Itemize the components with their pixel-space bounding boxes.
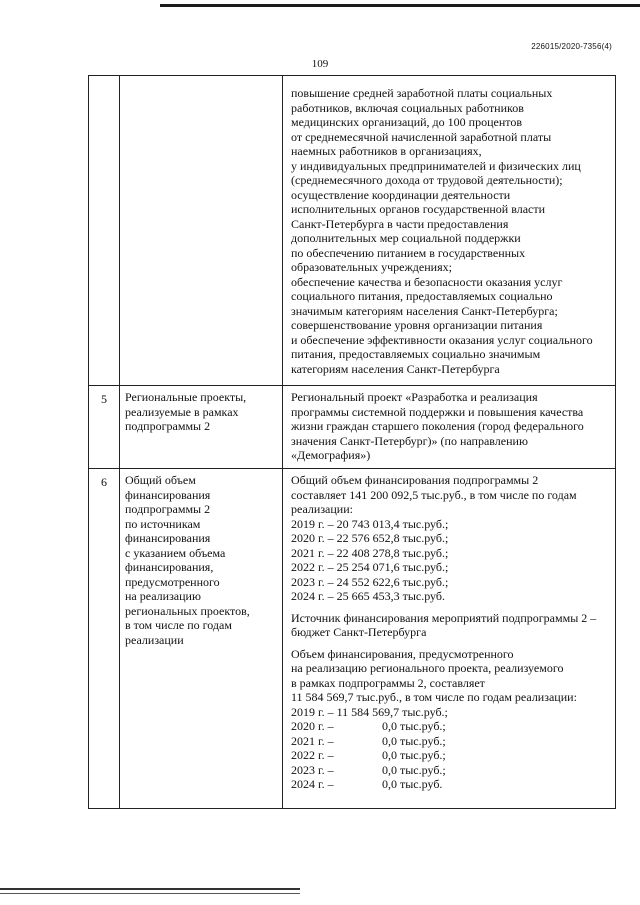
content-line: дополнительных мер социальной поддержки bbox=[291, 231, 521, 245]
content-line: в рамках подпрограммы 2, составляет bbox=[291, 675, 485, 690]
label-line: Региональные проекты, bbox=[125, 390, 247, 404]
funding-unit: тыс.руб.; bbox=[397, 733, 446, 748]
content-line: на реализацию регионального проекта, реализуемого bbox=[291, 661, 564, 675]
label-line: финансирования bbox=[125, 531, 211, 545]
table-row bbox=[89, 469, 616, 809]
funding-year: 2024 г. – bbox=[291, 777, 334, 791]
content-line: по обеспечению питанием в государственных bbox=[291, 245, 526, 260]
label-line: подпрограммы 2 bbox=[125, 502, 211, 516]
label-line: предусмотренного bbox=[125, 574, 220, 589]
document-id: 226015/2020-7356(4) bbox=[531, 42, 612, 51]
content-line: осуществление координации деятельности bbox=[291, 187, 511, 202]
content-line: 2021 г. – 22 408 278,8 тыс.руб.; bbox=[291, 545, 449, 560]
funding-year-row bbox=[291, 777, 611, 792]
content-line: 2020 г. – 22 576 652,8 тыс.руб.; bbox=[291, 531, 449, 545]
content-line: совершенствование уровня организации питания bbox=[291, 318, 543, 332]
label-line: региональных проектов, bbox=[125, 603, 250, 618]
funding-year-row bbox=[291, 719, 611, 734]
funding-value: 0,0 bbox=[382, 748, 397, 762]
row-label-cell bbox=[120, 469, 283, 809]
content-line: Источник финансирования мероприятий подпрограммы 2 – bbox=[291, 610, 597, 625]
funding-year: 2020 г. – bbox=[291, 719, 334, 733]
content-line: повышение средней заработной платы социальных bbox=[291, 86, 553, 100]
row-number: 6 bbox=[101, 475, 107, 489]
content-line: образовательных учреждениях; bbox=[291, 260, 452, 274]
content-line: 2022 г. – 25 254 071,6 тыс.руб.; bbox=[291, 560, 449, 574]
label-line: в том числе по годам bbox=[125, 618, 232, 632]
funding-year: 2022 г. – bbox=[291, 748, 334, 762]
content-line: 2019 г. – 20 743 013,4 тыс.руб.; bbox=[291, 516, 449, 531]
label-line: с указанием объема bbox=[125, 545, 226, 560]
content-line: Региональный проект «Разработка и реализация bbox=[291, 390, 538, 404]
content-line: Санкт-Петербурга в части предоставления bbox=[291, 216, 509, 231]
content-line: работников, включая социальных работников bbox=[291, 100, 524, 115]
funding-year-row bbox=[291, 763, 611, 778]
content-line: (среднемесячного дохода от трудовой деятельности); bbox=[291, 173, 563, 187]
content-line: составляет 141 200 092,5 тыс.руб., в том числе по годам bbox=[291, 487, 577, 502]
content-line: от среднемесячной начисленной заработной платы bbox=[291, 129, 552, 144]
content-line: реализации: bbox=[291, 502, 353, 516]
content-line: и обеспечение эффективности оказания услуг социального bbox=[291, 332, 593, 347]
table-row bbox=[89, 76, 616, 386]
total-funding-block bbox=[291, 473, 611, 604]
content-line: у индивидуальных предпринимателей и физических лиц bbox=[291, 158, 581, 173]
row-content-cell bbox=[283, 386, 616, 469]
bottom-scan-bar bbox=[0, 888, 300, 890]
row-content-cell bbox=[283, 469, 616, 809]
bottom-scan-bar bbox=[0, 893, 300, 894]
funding-source-block bbox=[291, 611, 611, 640]
row-number-cell bbox=[89, 469, 120, 809]
content-line: 11 584 569,7 тыс.руб., в том числе по годам реализации: bbox=[291, 690, 577, 704]
content-line: наемных работников в организациях, bbox=[291, 144, 482, 158]
content-line: Объем финансирования, предусмотренного bbox=[291, 646, 514, 661]
funding-year-row bbox=[291, 734, 611, 749]
content-line: Общий объем финансирования подпрограммы 2 bbox=[291, 473, 539, 487]
funding-year-row bbox=[291, 748, 611, 763]
label-line: финансирования, bbox=[125, 560, 214, 574]
funding-year: 2021 г. – bbox=[291, 733, 334, 748]
content-line: 2019 г. – 11 584 569,7 тыс.руб.; bbox=[291, 704, 448, 719]
funding-value: 0,0 bbox=[382, 719, 397, 733]
content-line: бюджет Санкт-Петербурга bbox=[291, 625, 427, 639]
label-line: Общий объем bbox=[125, 473, 196, 487]
funding-value: 0,0 bbox=[382, 777, 397, 791]
content-line: значения Санкт-Петербург)» (по направлению bbox=[291, 433, 528, 448]
label-line: по источникам bbox=[125, 516, 201, 531]
content-line: 2023 г. – 24 552 622,6 тыс.руб.; bbox=[291, 574, 449, 589]
funding-year: 2023 г. – bbox=[291, 762, 334, 777]
content-line: «Демография») bbox=[291, 448, 371, 462]
subprogram-table bbox=[88, 75, 616, 809]
content-line: значимым категориям населения Санкт-Петербурга; bbox=[291, 303, 558, 318]
label-line: реализации bbox=[125, 632, 184, 647]
row-number: 5 bbox=[101, 392, 107, 406]
row-content-cell bbox=[283, 76, 616, 386]
content-line: категориям населения Санкт-Петербурга bbox=[291, 361, 500, 376]
content-line: питания, предоставляемых социально значимым bbox=[291, 347, 541, 361]
funding-unit: тыс.руб. bbox=[397, 777, 443, 791]
row-label-cell bbox=[120, 386, 283, 469]
content-line: медицинских организаций, до 100 процентов bbox=[291, 115, 523, 129]
content-line: социального питания, предоставляемых социально bbox=[291, 289, 553, 303]
label-line: финансирования bbox=[125, 487, 211, 502]
label-line: реализуемые в рамках bbox=[125, 404, 239, 419]
funding-value: 0,0 bbox=[382, 762, 397, 777]
content-line: программы системной поддержки и повышения качества bbox=[291, 404, 584, 419]
content-line: обеспечение качества и безопасности оказания услуг bbox=[291, 274, 563, 289]
content-line: жизни граждан старшего поколения (город федерального bbox=[291, 419, 584, 433]
content-line: исполнительных органов государственной власти bbox=[291, 202, 546, 216]
funding-unit: тыс.руб.; bbox=[397, 719, 446, 733]
regional-project-funding-block bbox=[291, 647, 611, 792]
funding-value: 0,0 bbox=[382, 733, 397, 748]
table-row bbox=[89, 386, 616, 469]
funding-unit: тыс.руб.; bbox=[397, 762, 446, 777]
page-number: 109 bbox=[311, 58, 329, 70]
row-number-cell bbox=[89, 386, 120, 469]
content-line: 2024 г. – 25 665 453,3 тыс.руб. bbox=[291, 589, 445, 603]
label-line: на реализацию bbox=[125, 589, 201, 603]
row-number-cell bbox=[89, 76, 120, 386]
funding-unit: тыс.руб.; bbox=[397, 748, 446, 762]
label-line: подпрограммы 2 bbox=[125, 419, 211, 433]
top-scan-bar bbox=[160, 4, 640, 7]
row-label-cell bbox=[120, 76, 283, 386]
